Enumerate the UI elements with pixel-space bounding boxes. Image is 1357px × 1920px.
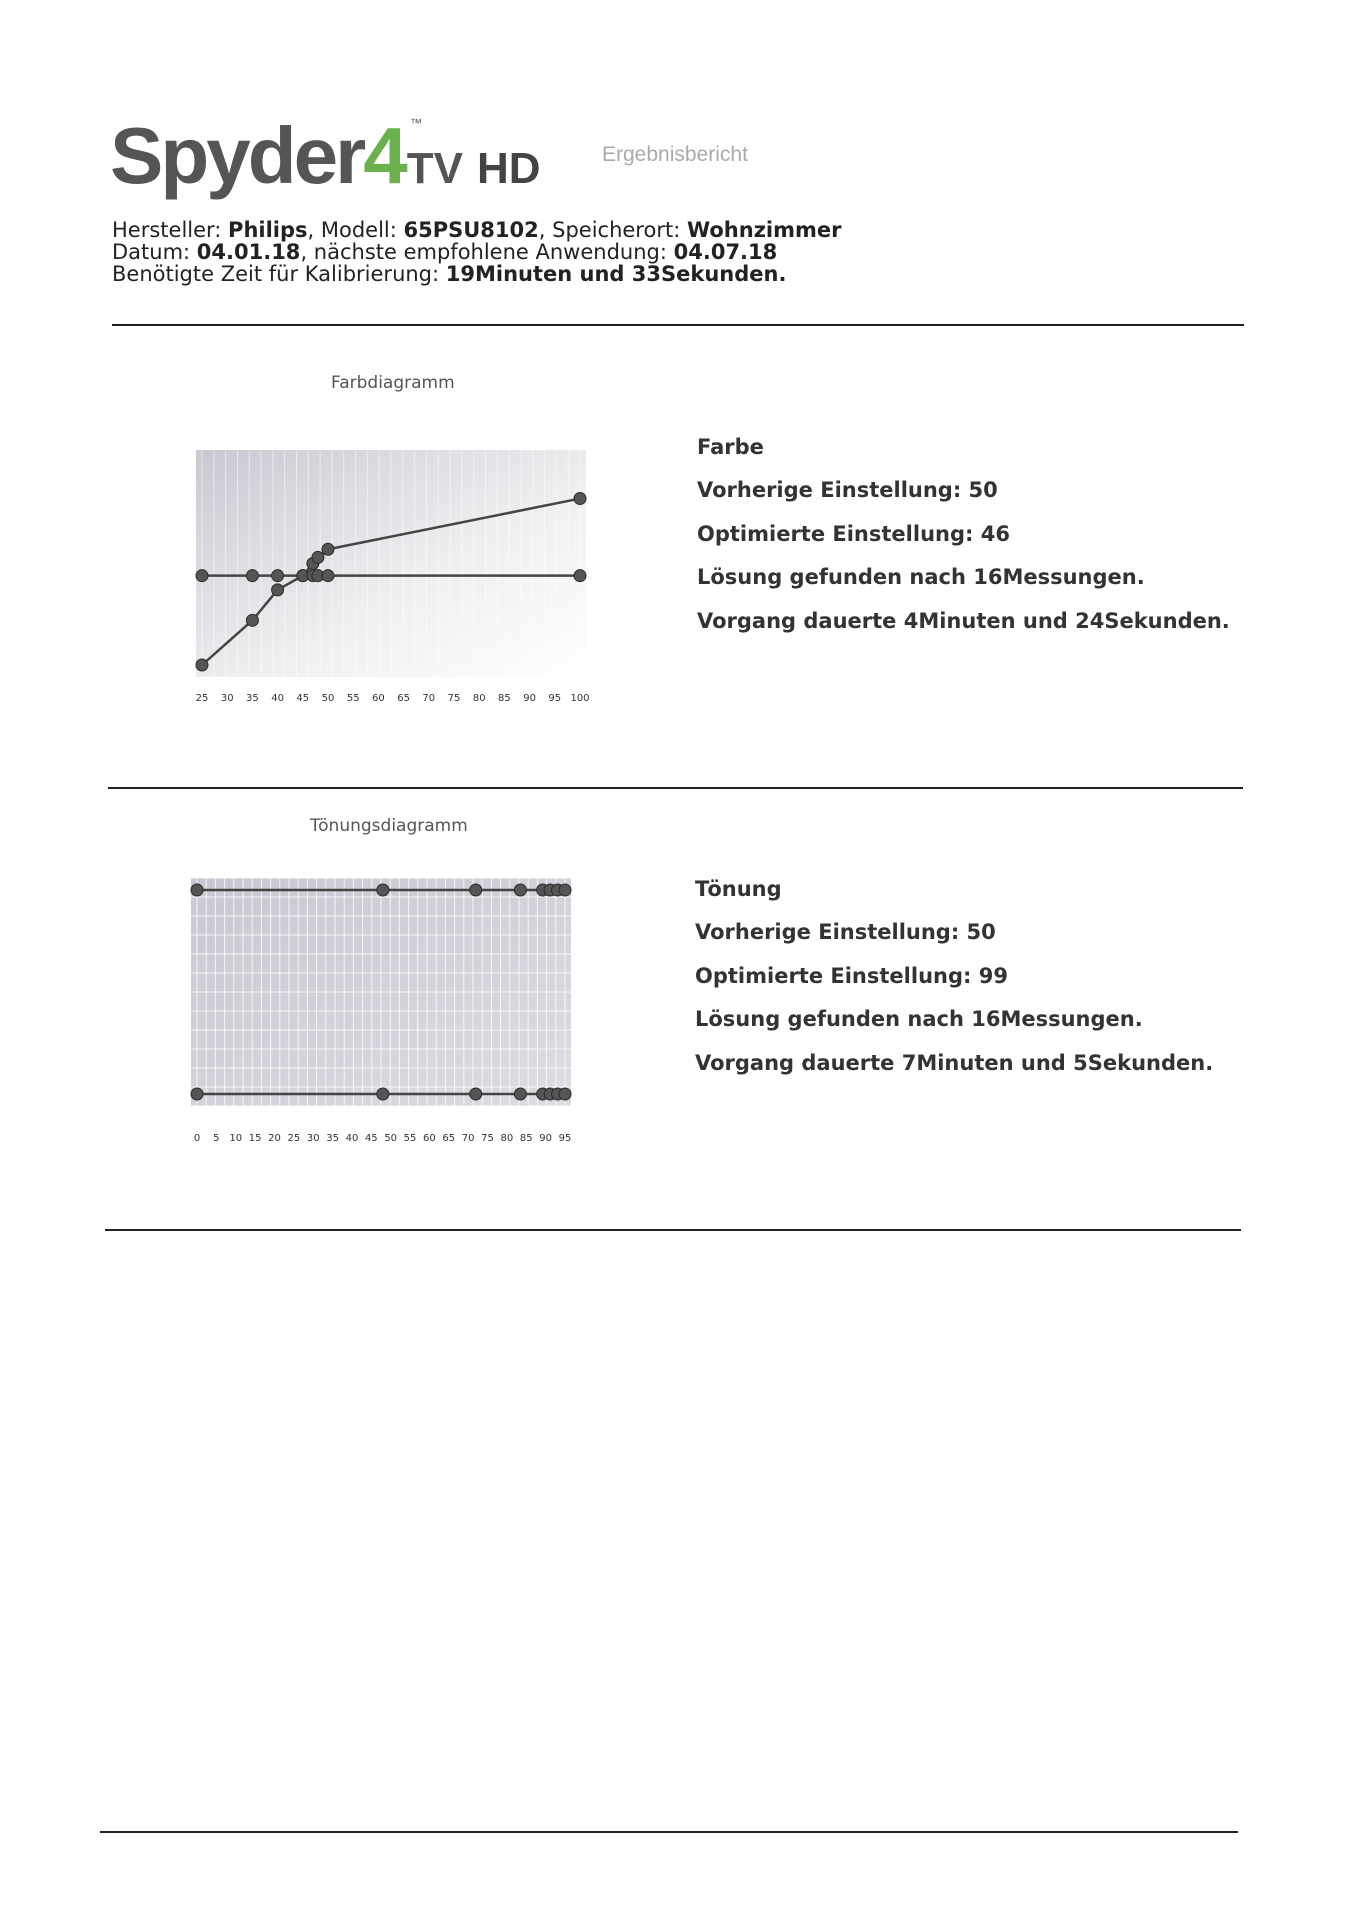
report-label: Ergebnisbericht	[602, 143, 748, 166]
color-chart-x-tick-label: 90	[523, 693, 536, 704]
color-chart-series-1-point	[196, 659, 208, 671]
divider-3	[105, 1229, 1241, 1231]
color-chart-x-tick-label: 60	[372, 693, 385, 704]
color-chart-series-1-point	[272, 584, 284, 596]
tint-chart-x-tick-label: 70	[461, 1133, 475, 1144]
color-optimized-setting: Optimierte Einstellung: 46	[697, 522, 1010, 546]
tint-chart-series-2-point	[377, 1088, 389, 1100]
tint-chart-series-1-point	[470, 884, 482, 896]
tint-heading: Tönung	[695, 877, 782, 901]
color-chart-x-tick-label: 45	[296, 693, 310, 704]
tint-chart-x-tick-label: 15	[248, 1133, 262, 1144]
color-chart-x-tick-label: 40	[271, 693, 284, 704]
meta-line-date	[112, 241, 777, 263]
color-solution: Lösung gefunden nach 16Messungen.	[697, 565, 1145, 589]
tint-solution: Lösung gefunden nach 16Messungen.	[695, 1007, 1143, 1031]
color-chart-series-1-point	[312, 551, 324, 563]
tint-chart-x-tick-label: 65	[442, 1133, 456, 1144]
tint-chart-x-tick-label: 25	[287, 1133, 301, 1144]
model-value: 65PSU8102	[403, 218, 539, 242]
color-chart-x-tick-label: 55	[346, 693, 360, 704]
logo-tv: TV	[406, 144, 463, 193]
tint-chart-series-1-point	[559, 884, 571, 896]
tint-chart-series-2-point	[191, 1088, 203, 1100]
divider-2	[108, 787, 1243, 789]
color-chart-series-1-point	[322, 543, 334, 555]
tint-chart-x-tick-label: 40	[345, 1133, 359, 1144]
color-heading: Farbe	[697, 435, 764, 459]
model-label: , Modell:	[307, 218, 404, 242]
tint-chart-x-tick-label: 55	[403, 1133, 417, 1144]
logo-hd: HD	[476, 144, 541, 193]
tint-duration: Vorgang dauerte 7Minuten und 5Sekunden.	[695, 1051, 1214, 1075]
next-date-value: 04.07.18	[673, 240, 778, 264]
color-chart-series-1-point	[574, 493, 586, 505]
tint-chart-series-1-point	[191, 884, 203, 896]
color-chart-series-2-point	[574, 570, 586, 582]
color-chart-x-tick-label: 80	[472, 693, 486, 704]
divider-1	[112, 324, 1244, 326]
time-value: 19Minuten und 33Sekunden.	[445, 262, 787, 286]
tint-chart-series-2-point	[559, 1088, 571, 1100]
tint-previous-setting: Vorherige Einstellung: 50	[695, 920, 996, 944]
tint-optimized-setting: Optimierte Einstellung: 99	[695, 964, 1008, 988]
color-chart-series-2-point	[272, 570, 284, 582]
color-chart-x-tick-label: 100	[570, 693, 590, 704]
date-label: Datum:	[112, 240, 197, 264]
color-chart-series-2-point	[246, 570, 258, 582]
date-value: 04.01.18	[196, 240, 301, 264]
tint-chart-x-tick-label: 60	[423, 1133, 436, 1144]
tint-chart-x-tick-label: 80	[500, 1133, 514, 1144]
logo-brand: Spyder	[110, 111, 364, 200]
tint-chart-x-tick-label: 0	[193, 1133, 201, 1144]
tint-chart-x-tick-label: 5	[213, 1133, 220, 1144]
color-chart-x-tick-label: 75	[447, 693, 461, 704]
tint-chart-series-1-point	[377, 884, 389, 896]
color-previous-setting: Vorherige Einstellung: 50	[697, 478, 998, 502]
color-chart-x-tick-label: 50	[321, 693, 335, 704]
color-chart-x-tick-label: 30	[220, 693, 234, 704]
meta-line-manufacturer	[112, 219, 841, 241]
color-duration: Vorgang dauerte 4Minuten und 24Sekunden.	[697, 609, 1230, 633]
tint-chart-x-tick-label: 20	[268, 1133, 281, 1144]
tint-chart-x-tick-label: 95	[558, 1133, 572, 1144]
next-date-label: , nächste empfohlene Anwendung:	[300, 240, 674, 264]
tint-chart-series-2-point	[470, 1088, 482, 1100]
time-label: Benötigte Zeit für Kalibrierung:	[112, 262, 446, 286]
color-chart-x-tick-label: 65	[397, 693, 410, 704]
color-chart-series-2-point	[322, 570, 334, 582]
location-label: , Speicherort:	[538, 218, 687, 242]
logo-number: 4	[363, 111, 405, 200]
tint-chart-series-1-point	[514, 884, 526, 896]
manufacturer-label: Hersteller:	[112, 218, 229, 242]
tint-chart-x-tick-label: 50	[384, 1133, 398, 1144]
color-chart-x-tick-label: 95	[548, 693, 562, 704]
spyder-logo	[110, 110, 541, 200]
tint-chart-x-tick-label: 30	[306, 1133, 320, 1144]
color-chart-title: Farbdiagramm	[331, 373, 455, 393]
tint-chart-title: Tönungsdiagramm	[310, 816, 468, 836]
color-chart-x-tick-label: 70	[422, 693, 436, 704]
color-chart-x-tick-label: 35	[246, 693, 259, 704]
logo-tm: ™	[410, 116, 422, 130]
tint-chart-x-tick-label: 85	[519, 1133, 533, 1144]
meta-line-time	[112, 263, 786, 285]
manufacturer-value: Philips	[228, 218, 308, 242]
divider-4	[100, 1831, 1238, 1833]
location-value: Wohnzimmer	[686, 218, 842, 242]
color-chart-x-tick-label: 85	[498, 693, 511, 704]
tint-chart-x-tick-label: 10	[229, 1133, 243, 1144]
color-chart-series-1-point	[246, 614, 258, 626]
tint-chart	[185, 868, 605, 1158]
color-chart	[190, 420, 610, 710]
tint-chart-x-tick-label: 90	[539, 1133, 552, 1144]
tint-chart-series-2-point	[514, 1088, 526, 1100]
color-chart-x-tick-label: 25	[195, 693, 209, 704]
tint-chart-x-tick-label: 45	[364, 1133, 378, 1144]
tint-chart-x-tick-label: 35	[326, 1133, 339, 1144]
color-chart-series-2-point	[196, 570, 208, 582]
tint-chart-x-tick-label: 75	[481, 1133, 494, 1144]
